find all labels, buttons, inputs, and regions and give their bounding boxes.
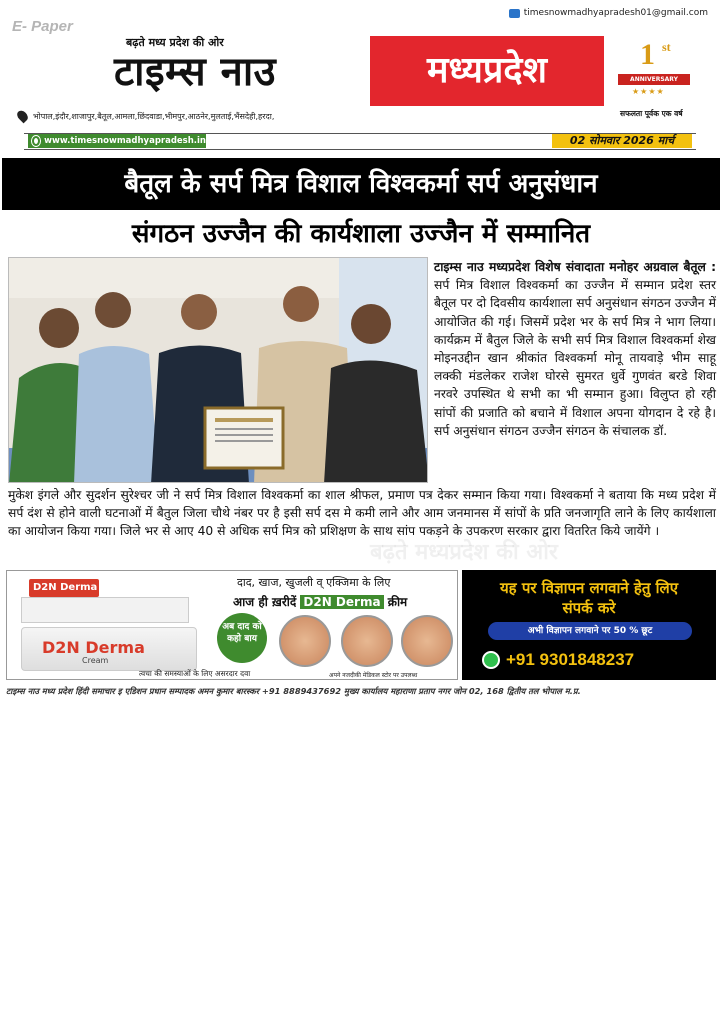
watermark: बढ़ते मध्यप्रदेश की ओर [370,540,558,565]
tube-brand: D2N Derma [42,638,145,657]
tube-sub: Cream [82,656,109,665]
discount-pill: अभी विज्ञापन लगवाने पर 50 % छूट [488,622,692,640]
epaper-label: E- Paper [12,18,73,35]
product-box [21,597,189,623]
ad-line2-prefix: आज ही ख़रीदें [233,595,301,609]
ad-logo: D2N Derma [29,579,99,597]
phone-number: +91 9301848237 [506,650,635,669]
brand-name-black: टाइम्स नाउ [114,49,277,95]
anniversary-ribbon: ANNIVERSARY [618,74,690,85]
ad-line2-highlight: D2N Derma [300,595,383,609]
skin-photo-3 [401,615,453,667]
anniversary-text: सफलता पूर्वक एक वर्ष [620,109,683,118]
ad-headline: दाद, खाज, खुजली व् एक्जिमा के लिए [237,576,391,589]
ad-line2-suffix: क्रीम [383,595,408,609]
ad-subheadline [233,593,407,610]
whatsapp-icon [482,651,500,669]
story-column [434,258,716,440]
imprint-footer: टाइम्स नाउ मध्य प्रदेश हिंदी समाचार इ एडिशन प्रधान सम्पादक अमन कुमार बारस्कर +91 8889437692 मुख्य कार्यालय महाराणा प्रताप नगर जोन 02, 168 द्वितीय तल भोपाल म.प्र. [6,686,581,696]
news-photo [8,257,428,483]
anniversary-logo [616,38,692,108]
skin-photo-1 [279,615,331,667]
globe-icon [32,136,40,146]
stars-icon: ★★★★ [632,87,665,96]
location-pin-icon [15,109,30,124]
advertise-here-ad[interactable] [462,570,716,680]
skin-photo-2 [341,615,393,667]
anniversary-suffix: st [662,40,671,54]
city-list [18,110,274,122]
website-text: www.timesnowmadhyapradesh.in [44,136,206,146]
advertise-line-1: यह पर विज्ञापन लगवाने हेतु लिए [499,579,679,597]
email-text: timesnowmadhyapradesh01@gmail.com [523,8,708,18]
city-list-text: भोपाल,इंदौर,शाजापुर,बैतूल,आमला,छिंदवाडा,भीमपुर,आठनेर,मुलताई,भैंसदेही,हरदा, [33,111,275,121]
brand-name-red: मध्यप्रदेश [370,36,604,106]
mail-icon [509,9,520,18]
ad-burst-badge: अब दाद को कहो बाय [217,613,267,663]
tagline: बढ़ते मध्य प्रदेश की ओर [126,36,224,49]
headline-line-1: बैतूल के सर्प मित्र विशाल विश्वकर्मा सर्प अनुसंधान [2,158,720,210]
whatsapp-contact[interactable] [482,650,634,670]
story-byline: टाइम्स नाउ मध्यप्रदेश विशेष संवादाता मनोहर अग्रवाल बैतूल : [434,260,716,274]
d2n-derma-ad[interactable] [6,570,458,680]
product-tube [21,627,197,671]
ad-footer-right: अपने नजदीकी मेडिकल स्टोर पर उपलब्ध [329,672,418,679]
edition-date: 02 सोमवार 2026 मार्च [552,134,692,148]
story-body-right: सर्प मित्र विशाल विश्वकर्मा का उज्जैन में सम्मान प्रदेश स्तर बैतूल पर दो दिवसीय कार्यशाला सर्प अनुसंधान संगठन उज्जैन में आयोजित की गई। जिसमें प्रदेश भर के सर्प मित्र ने भाग लिया। कार्यक्रम में बैतुल जिले के सभी सर्प मित्र विशाल विश्वकर्मा शेख मोइनउद्दीन खान श्रीकांत विश्वकर्मा मोनू तायवाड़े भीम साहू लक्की मंडलेकर राजेश घोरसे सुमरत धुर्वे गुणवंत बरडे शिवा नरवरे उपस्थित थे सभी का भी सम्मान हुआ। विलुप्त हो रही सांपों की प्रजाति को बचाने में विशाल अपना योगदान दे रहे है। सर्प अनुसंधान संगठन उज्जैन संगठन के संचालक डॉ. [434,278,716,438]
headline-line-2: संगठन उज्जैन की कार्यशाला उज्जैन में सम्मानित [131,219,591,249]
anniversary-number: 1 [640,38,655,71]
advertise-line-2: संपर्क करे [562,599,616,617]
story-body-full: मुकेश इंगले और सुदर्शन सुरेश्चर जी ने सर्प मित्र विशाल विश्वकर्मा का शाल श्रीफल, प्रमाण पत्र देकर सम्मान किया गया। विश्वकर्मा ने बताया कि मध्य प्रदेश में सर्प दंश से होने वाली घटनाओं में बैतुल जिला चौथे नंबर पर है इसी सर्प दस मे कमी लाने और आम जनमानस में सांपों के प्रति जनजागृति लाने के लिए कार्यशाला का आयोजन किया गया। जिले भर से आए 40 से अधिक सर्प मित्र को प्रशिक्षण के साथ सांप पकड़ने के उपकरण सरकार द्वारा वितरित किये जायेंगे । [8,488,716,539]
info-bar [24,133,696,150]
website-link[interactable] [28,134,206,148]
ad-footer-left: त्वचा की समस्याओं के लिए असरदार दवा [139,669,251,678]
email-contact[interactable] [509,8,708,18]
